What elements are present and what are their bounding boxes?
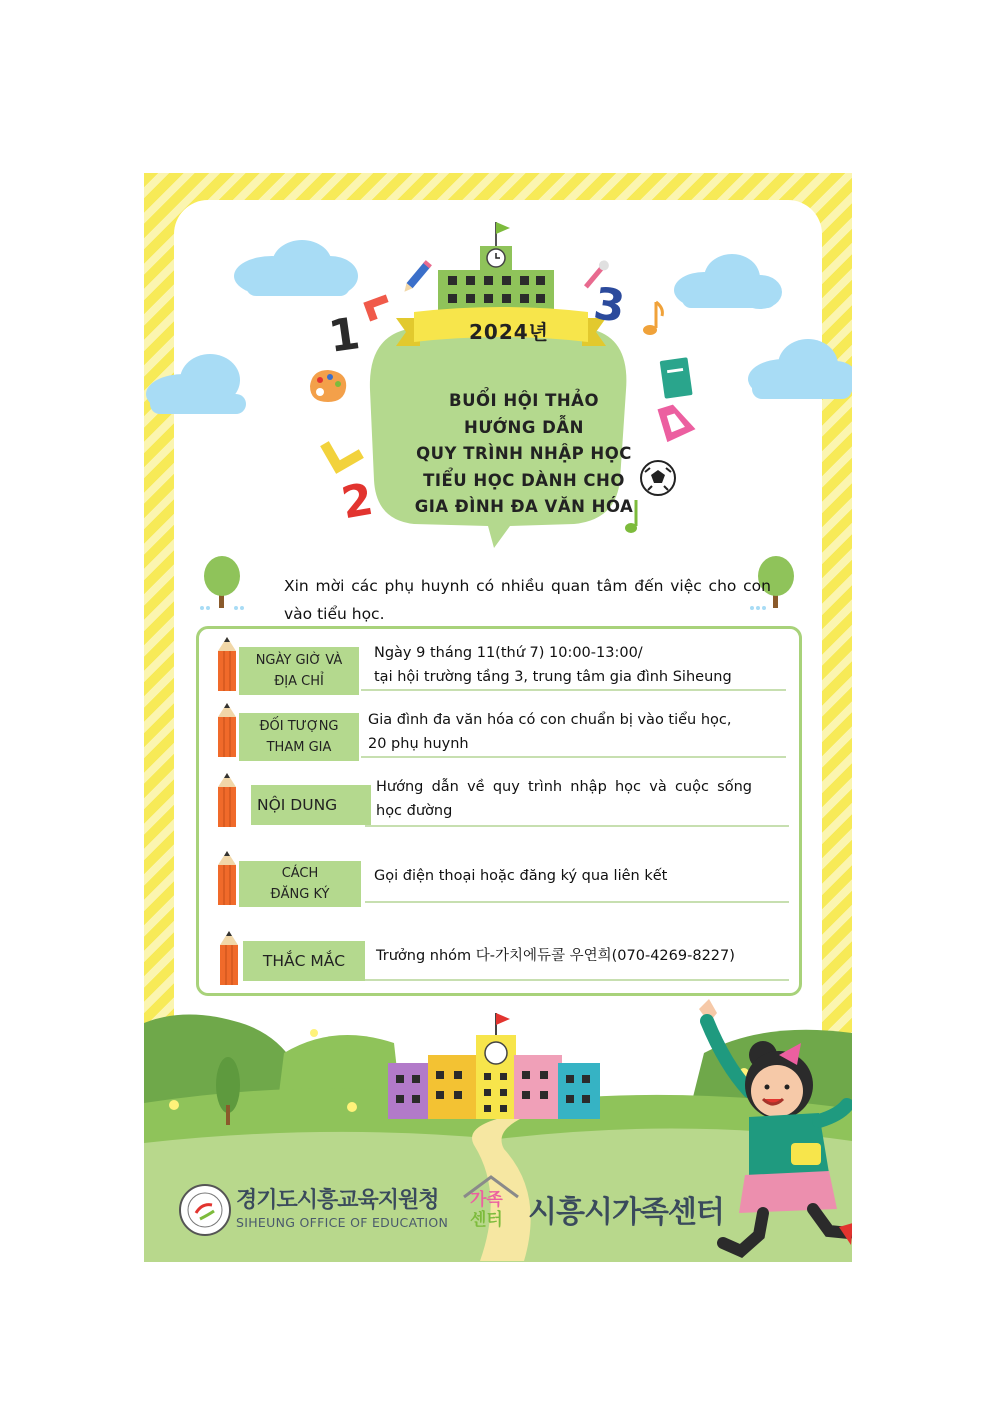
soccer-ball-icon — [638, 458, 678, 498]
poster — [144, 173, 852, 1262]
label-date-location — [239, 647, 359, 695]
value-inquiries — [376, 944, 735, 968]
org2-logo-text-top: 가족 — [470, 1190, 503, 1210]
cloud-icon — [744, 335, 852, 405]
ruler-triangle-icon — [320, 430, 364, 474]
label-participants — [239, 713, 359, 761]
pencil-icon — [216, 703, 238, 761]
number-one-icon: 1 — [325, 308, 364, 363]
info-table — [196, 626, 802, 996]
row-divider — [365, 901, 789, 903]
label-line: NGÀY GIỜ VÀ — [255, 653, 343, 668]
value-line: Hướng dẫn về quy trình nhập học và cuộc sống — [376, 779, 752, 795]
label-inquiries — [243, 941, 365, 981]
cloud-icon — [232, 238, 360, 298]
label-line: THẮC MẮC — [262, 951, 346, 970]
value-participants — [368, 708, 732, 756]
pencil-icon — [396, 258, 436, 298]
label-line: CÁCH — [281, 866, 319, 881]
value-line: Gọi điện thoại hoặc đăng ký qua liên kết — [374, 868, 668, 884]
pencil-icon — [216, 851, 238, 909]
org1-subtitle: SIHEUNG OFFICE OF EDUCATION — [236, 1215, 449, 1230]
value-line: Gia đình đa văn hóa có con chuẩn bị vào tiểu học, — [368, 712, 732, 728]
title-line: HƯỚNG DẪN — [464, 417, 584, 437]
paintbrush-icon — [572, 256, 616, 300]
title-line: GIA ĐÌNH ĐA VĂN HÓA — [414, 497, 634, 516]
org1-name: 경기도시흥교육지원청 — [236, 1188, 439, 1213]
value-line: học đường — [376, 803, 453, 819]
siheung-education-seal-icon — [178, 1183, 232, 1237]
row-divider — [361, 756, 786, 758]
org2-name: 시흥시가족센터 — [528, 1195, 724, 1230]
org2-logo-text-bottom: 센터 — [470, 1210, 503, 1230]
label-line: ĐỐI TƯỢNG — [259, 719, 339, 734]
title-line: TIỂU HỌC DÀNH CHO — [423, 470, 625, 490]
value-registration — [374, 864, 667, 888]
title-line: BUỔI HỘI THẢO — [449, 391, 599, 410]
cloud-icon — [672, 252, 784, 312]
number-three-icon: 3 — [590, 278, 629, 333]
label-content — [251, 785, 371, 825]
school-building-icon — [436, 218, 556, 314]
invitation-text: Xin mời các phụ huynh có nhiều quan tâm đến việc cho con vào tiểu học. — [284, 577, 771, 623]
pencil-icon — [216, 773, 238, 831]
label-line: NỘI DUNG — [257, 795, 338, 814]
label-registration — [239, 861, 361, 907]
ruler-icon — [360, 288, 400, 324]
value-line: 20 phụ huynh — [368, 736, 469, 752]
music-note-icon — [638, 298, 668, 342]
pencil-icon — [218, 931, 240, 989]
pencil-icon — [216, 637, 238, 695]
title-line: QUY TRÌNH NHẬP HỌC — [416, 444, 632, 463]
row-divider — [361, 689, 786, 691]
value-line: Ngày 9 tháng 11(thứ 7) 10:00-13:00/ — [374, 645, 643, 661]
cloud-icon — [144, 350, 254, 420]
value-content — [376, 775, 752, 823]
label-line: THAM GIA — [266, 740, 332, 755]
label-line: ĐỊA CHỈ — [274, 674, 324, 689]
number-two-icon: 2 — [337, 473, 377, 530]
label-line: ĐĂNG KÝ — [270, 887, 330, 902]
music-note-icon — [622, 498, 644, 538]
tree-icon — [196, 552, 250, 614]
palette-icon — [306, 366, 350, 406]
row-divider — [365, 825, 789, 827]
row-divider — [365, 979, 789, 981]
year-label: 2024년 — [469, 320, 549, 344]
value-line: Trưởng nhóm 다-가치에듀콜 우연희(070-4269-8227) — [376, 948, 735, 964]
value-line: tại hội trường tầng 3, trung tâm gia đình Siheung — [374, 669, 732, 685]
set-square-icon — [654, 400, 702, 444]
value-date-location — [374, 641, 732, 689]
notebook-icon — [656, 355, 694, 401]
